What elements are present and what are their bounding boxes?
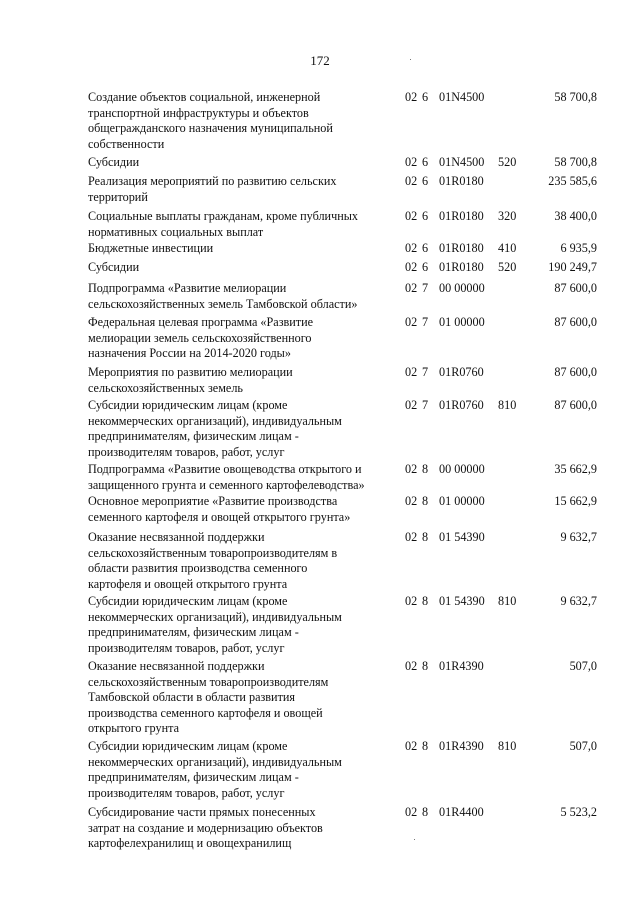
row-name-line: Субсидирование части прямых понесенных (88, 805, 316, 819)
row-name (88, 260, 394, 276)
section-code: 02 (405, 398, 418, 412)
target-article-code: 01R4390 (439, 659, 484, 673)
subsection-code: 8 (422, 494, 429, 508)
row-name-line: предпринимателям, физическим лицам - (88, 770, 299, 785)
target-article-code: 01R0180 (439, 209, 484, 223)
scan-speck (414, 839, 415, 840)
row-name-line: предпринимателям, физическим лицам - (88, 625, 299, 640)
row-name-line: затрат на создание и модернизацию объектов (88, 820, 323, 835)
amount-value: 507,0 (569, 739, 597, 753)
subsection-code: 6 (422, 174, 429, 188)
row-name-line: собственности (88, 136, 165, 151)
section-code: 02 (405, 494, 418, 508)
target-article-code: 01R0180 (439, 241, 484, 255)
target-article-code: 00 00000 (439, 462, 485, 476)
row-name-line: Субсидии юридическим лицам (кроме (88, 594, 288, 608)
subsection-code: 8 (422, 739, 429, 753)
row-name-line: предпринимателям, физическим лицам - (88, 429, 299, 444)
expense-type-code: 520 (498, 260, 517, 274)
row-name (88, 494, 394, 525)
row-name-line: общегражданского назначения муниципальной (88, 121, 333, 136)
section-code: 02 (405, 260, 418, 274)
subsection-code: 8 (422, 530, 429, 544)
row-name-line: области развития производства семенного (88, 561, 308, 576)
amount-value: 38 400,0 (554, 209, 597, 223)
row-name-line: Основное мероприятие «Развитие производства (88, 494, 338, 508)
subsection-code: 8 (422, 805, 429, 819)
row-name (88, 281, 394, 312)
row-name-line: территорий (88, 189, 148, 204)
row-name (88, 594, 394, 656)
subsection-code: 6 (422, 90, 429, 104)
amount-value: 58 700,8 (554, 155, 597, 169)
target-article-code: 01 54390 (439, 530, 485, 544)
row-name (88, 90, 394, 152)
subsection-code: 7 (422, 398, 429, 412)
row-name-line: Оказание несвязанной поддержки (88, 530, 265, 544)
row-name-line: Оказание несвязанной поддержки (88, 659, 265, 673)
expense-type-code: 320 (498, 209, 517, 223)
amount-value: 58 700,8 (554, 90, 597, 104)
section-code: 02 (405, 739, 418, 753)
row-name-line: нормативных социальных выплат (88, 224, 264, 239)
target-article-code: 01R0180 (439, 260, 484, 274)
row-name (88, 659, 394, 737)
amount-value: 9 632,7 (560, 530, 597, 544)
row-name-line: некоммерческих организаций), индивидуальным (88, 413, 342, 428)
subsection-code: 8 (422, 659, 429, 673)
row-name-line: Субсидии (88, 155, 140, 169)
row-name-line: открытого грунта (88, 721, 179, 736)
section-code: 02 (405, 365, 418, 379)
section-code: 02 (405, 155, 418, 169)
section-code: 02 (405, 241, 418, 255)
section-code: 02 (405, 209, 418, 223)
row-name (88, 462, 394, 493)
row-name (88, 398, 394, 460)
amount-value: 5 523,2 (560, 805, 597, 819)
row-name-line: семенного картофеля и овощей открытого грунта» (88, 509, 351, 524)
row-name (88, 530, 394, 592)
row-name-line: Субсидии юридическим лицам (кроме (88, 739, 288, 753)
target-article-code: 01 54390 (439, 594, 485, 608)
scan-speck (410, 59, 411, 60)
target-article-code: 01R0760 (439, 398, 484, 412)
expense-type-code: 410 (498, 241, 517, 255)
amount-value: 9 632,7 (560, 594, 597, 608)
amount-value: 6 935,9 (560, 241, 597, 255)
row-name (88, 805, 394, 852)
subsection-code: 7 (422, 281, 429, 295)
amount-value: 507,0 (569, 659, 597, 673)
row-name (88, 155, 394, 171)
row-name-line: картофелехранилищ и овощехранилищ (88, 836, 292, 851)
row-name-line: производителям товаров, работ, услуг (88, 785, 285, 800)
amount-value: 87 600,0 (554, 365, 597, 379)
section-code: 02 (405, 805, 418, 819)
subsection-code: 7 (422, 365, 429, 379)
target-article-code: 01R0180 (439, 174, 484, 188)
subsection-code: 8 (422, 594, 429, 608)
row-name-line: некоммерческих организаций), индивидуальным (88, 754, 342, 769)
target-article-code: 01R0760 (439, 365, 484, 379)
subsection-code: 6 (422, 209, 429, 223)
subsection-code: 6 (422, 155, 429, 169)
subsection-code: 8 (422, 462, 429, 476)
section-code: 02 (405, 462, 418, 476)
amount-value: 87 600,0 (554, 281, 597, 295)
target-article-code: 00 00000 (439, 281, 485, 295)
row-name-line: Субсидии (88, 260, 140, 274)
target-article-code: 01R4400 (439, 805, 484, 819)
row-name-line: Субсидии юридическим лицам (кроме (88, 398, 288, 412)
target-article-code: 01 00000 (439, 494, 485, 508)
subsection-code: 7 (422, 315, 429, 329)
row-name-line: защищенного грунта и семенного картофелеводства» (88, 477, 365, 492)
row-name-line: Подпрограмма «Развитие овощеводства открытого и (88, 462, 362, 476)
target-article-code: 01N4500 (439, 155, 485, 169)
amount-value: 87 600,0 (554, 398, 597, 412)
expense-type-code: 810 (498, 739, 517, 753)
row-name-line: сельскохозяйственных земель Тамбовской области» (88, 296, 358, 311)
expense-type-code: 810 (498, 594, 517, 608)
row-name-line: Подпрограмма «Развитие мелиорации (88, 281, 287, 295)
row-name (88, 209, 394, 240)
target-article-code: 01 00000 (439, 315, 485, 329)
row-name (88, 174, 394, 205)
expense-type-code: 810 (498, 398, 517, 412)
row-name-line: Федеральная целевая программа «Развитие (88, 315, 314, 329)
row-name-line: Реализация мероприятий по развитию сельских (88, 174, 337, 188)
expense-type-code: 520 (498, 155, 517, 169)
subsection-code: 6 (422, 241, 429, 255)
amount-value: 235 585,6 (548, 174, 597, 188)
row-name-line: Бюджетные инвестиции (88, 241, 214, 255)
row-name-line: назначения России на 2014-2020 годы» (88, 346, 291, 361)
section-code: 02 (405, 594, 418, 608)
row-name-line: Мероприятия по развитию мелиорации (88, 365, 293, 379)
row-name-line: сельскохозяйственным товаропроизводителям в (88, 545, 338, 560)
row-name-line: сельскохозяйственным товаропроизводителям (88, 674, 329, 689)
row-name (88, 739, 394, 801)
row-name-line: картофеля и овощей открытого грунта (88, 576, 288, 591)
row-name (88, 365, 394, 396)
row-name (88, 315, 394, 362)
amount-value: 87 600,0 (554, 315, 597, 329)
row-name-line: Социальные выплаты гражданам, кроме публичных (88, 209, 358, 223)
section-code: 02 (405, 281, 418, 295)
page-number: 172 (310, 53, 330, 68)
row-name-line: сельскохозяйственных земель (88, 380, 243, 395)
row-name (88, 241, 394, 257)
amount-value: 190 249,7 (548, 260, 597, 274)
target-article-code: 01N4500 (439, 90, 485, 104)
section-code: 02 (405, 530, 418, 544)
row-name-line: некоммерческих организаций), индивидуальным (88, 609, 342, 624)
row-name-line: производителям товаров, работ, услуг (88, 444, 285, 459)
section-code: 02 (405, 174, 418, 188)
section-code: 02 (405, 659, 418, 673)
amount-value: 15 662,9 (554, 494, 597, 508)
row-name-line: Создание объектов социальной, инженерной (88, 90, 321, 104)
subsection-code: 6 (422, 260, 429, 274)
row-name-line: производителям товаров, работ, услуг (88, 640, 285, 655)
row-name-line: Тамбовской области в области развития (88, 690, 296, 705)
amount-value: 35 662,9 (554, 462, 597, 476)
section-code: 02 (405, 315, 418, 329)
row-name-line: производства семенного картофеля и овощей (88, 705, 323, 720)
row-name-line: транспортной инфраструктуры и объектов (88, 105, 309, 120)
row-name-line: мелиорации земель сельскохозяйственного (88, 330, 312, 345)
target-article-code: 01R4390 (439, 739, 484, 753)
section-code: 02 (405, 90, 418, 104)
